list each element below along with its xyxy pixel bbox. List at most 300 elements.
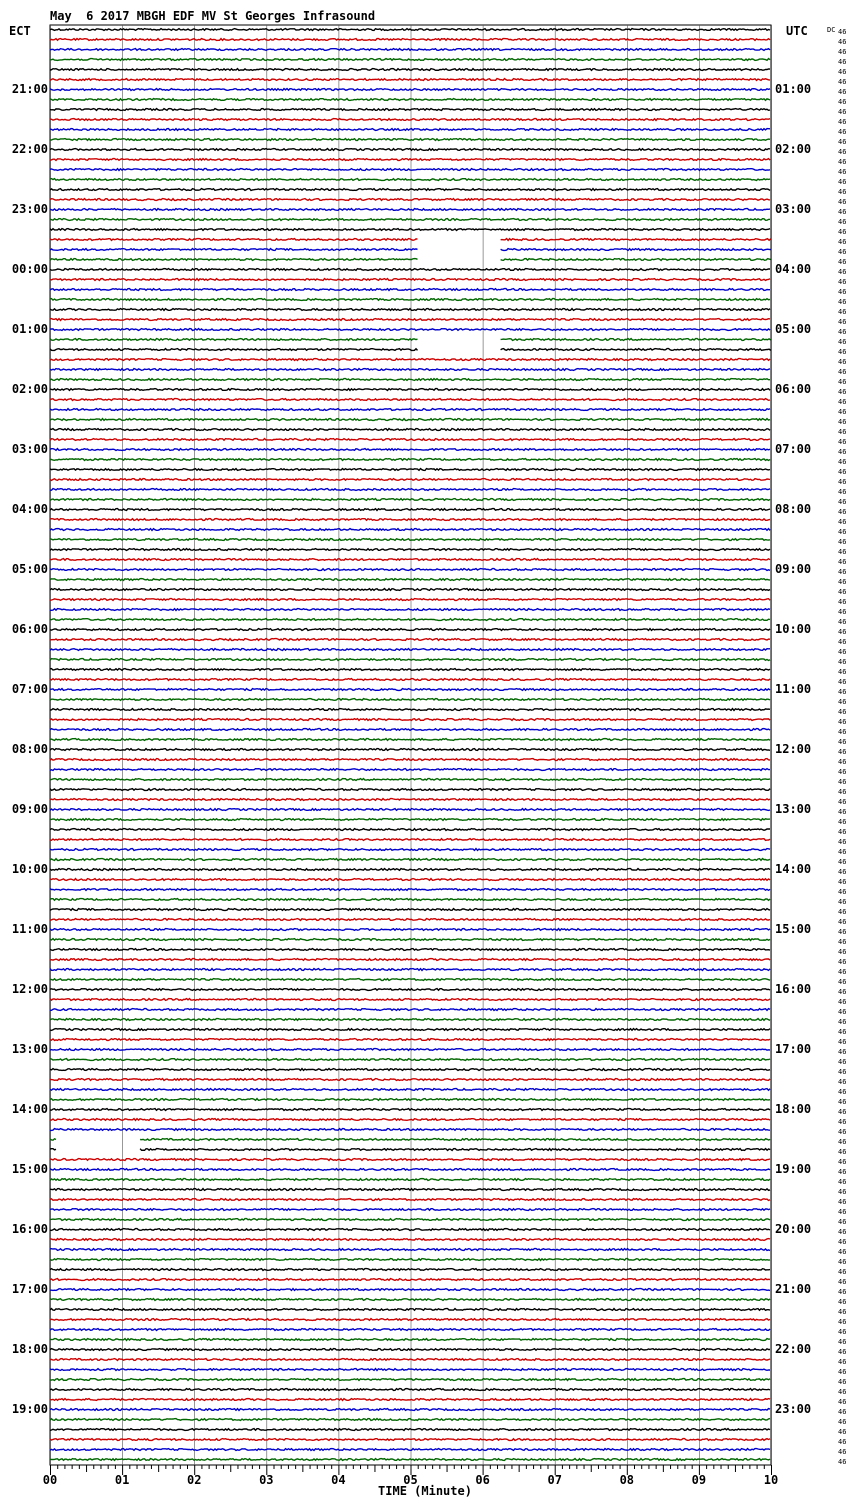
- dc-value-label: 46: [838, 518, 847, 526]
- trace-line: [50, 449, 770, 451]
- trace-line: [50, 1279, 770, 1281]
- trace-line: [50, 559, 770, 561]
- dc-value-label: 46: [838, 738, 847, 746]
- dc-value-label: 46: [838, 758, 847, 766]
- ect-hour-label: 05:00: [11, 562, 48, 576]
- dc-value-label: 46: [838, 1398, 847, 1406]
- dc-value-label: 46: [838, 108, 847, 116]
- ect-hour-label: 04:00: [11, 502, 48, 516]
- trace-line: [50, 919, 770, 921]
- dc-value-label: 46: [838, 408, 847, 416]
- trace-line: [50, 539, 770, 541]
- dc-value-label: 46: [838, 928, 847, 936]
- trace-line: [50, 699, 770, 701]
- ect-hour-label: 13:00: [11, 1042, 48, 1056]
- trace-line: [50, 309, 770, 311]
- dc-value-label: 46: [838, 508, 847, 516]
- dc-value-label: 46: [838, 1138, 847, 1146]
- trace-line: [50, 319, 770, 321]
- dc-value-label: 46: [838, 608, 847, 616]
- trace-line: [50, 1149, 56, 1150]
- dc-value-label: 46: [838, 648, 847, 656]
- chart-title: May 6 2017 MBGH EDF MV St Georges Infrasound: [50, 9, 376, 23]
- dc-value-label: 46: [838, 308, 847, 316]
- dc-value-label: 46: [838, 638, 847, 646]
- dc-value-label: 46: [838, 998, 847, 1006]
- dc-value-label: 46: [838, 208, 847, 216]
- trace-line: [501, 339, 771, 341]
- dc-value-label: 46: [838, 918, 847, 926]
- trace-line: [50, 369, 770, 371]
- trace-line: [50, 509, 770, 511]
- ect-hour-label: 07:00: [11, 682, 48, 696]
- trace-line: [50, 359, 770, 361]
- dc-value-label: 46: [838, 1028, 847, 1036]
- utc-hour-label: 09:00: [775, 562, 812, 576]
- dc-value-label: 46: [838, 858, 847, 866]
- trace-line: [50, 719, 770, 721]
- right-timezone-label: UTC: [786, 24, 808, 38]
- dc-value-label: 46: [838, 788, 847, 796]
- dc-value-label: 46: [838, 1408, 847, 1416]
- dc-value-label: 46: [838, 1358, 847, 1366]
- trace-line: [50, 619, 770, 621]
- utc-hour-label: 04:00: [775, 262, 812, 276]
- dc-value-label: 46: [838, 198, 847, 206]
- trace-line: [50, 129, 770, 131]
- dc-value-label: 46: [838, 188, 847, 196]
- trace-line: [50, 1459, 770, 1461]
- utc-hour-label: 06:00: [775, 382, 812, 396]
- dc-value-label: 46: [838, 968, 847, 976]
- dc-value-label: 46: [838, 1368, 847, 1376]
- dc-value-label: 46: [838, 428, 847, 436]
- utc-hour-label: 05:00: [775, 322, 812, 336]
- dc-value-label: 46: [838, 378, 847, 386]
- dc-value-label: 46: [838, 1108, 847, 1116]
- trace-line: [50, 1119, 770, 1121]
- trace-line: [50, 529, 770, 531]
- trace-line: [50, 1339, 770, 1341]
- dc-value-label: 46: [838, 1448, 847, 1456]
- trace-line: [50, 1059, 770, 1061]
- trace-line: [50, 209, 770, 211]
- trace-line: [50, 409, 770, 411]
- trace-line: [50, 579, 770, 581]
- dc-value-label: 46: [838, 1458, 847, 1466]
- trace-line: [50, 489, 770, 491]
- trace-line: [501, 259, 771, 261]
- trace-line: [501, 249, 771, 251]
- trace-line: [50, 809, 770, 811]
- dc-value-label: 46: [838, 418, 847, 426]
- x-tick-label: 09: [691, 1473, 707, 1487]
- trace-line: [50, 849, 770, 851]
- dc-value-label: 46: [838, 778, 847, 786]
- ect-hour-label: 12:00: [11, 982, 48, 996]
- x-tick-label: 04: [331, 1473, 346, 1487]
- trace-line: [50, 1439, 770, 1441]
- dc-value-label: 46: [838, 1208, 847, 1216]
- trace-line: [140, 1149, 770, 1151]
- dc-value-label: 46: [838, 528, 847, 536]
- dc-value-label: 46: [838, 1268, 847, 1276]
- trace-line: [50, 669, 770, 671]
- dc-value-label: 46: [838, 1068, 847, 1076]
- ect-hour-label: 18:00: [11, 1342, 48, 1356]
- trace-line: [50, 299, 770, 301]
- utc-hour-label: 01:00: [775, 82, 812, 96]
- trace-line: [50, 999, 770, 1001]
- trace-line: [50, 1399, 770, 1401]
- trace-line: [50, 589, 770, 591]
- dc-value-label: 46: [838, 1008, 847, 1016]
- dc-value-label: 46: [838, 1098, 847, 1106]
- dc-value-label: 46: [838, 1308, 847, 1316]
- dc-value-label: 46: [838, 368, 847, 376]
- dc-value-label: 46: [838, 598, 847, 606]
- trace-line: [50, 469, 770, 471]
- x-tick-label: 06: [475, 1473, 490, 1487]
- dc-value-label: 46: [838, 388, 847, 396]
- dc-value-label: 46: [838, 1338, 847, 1346]
- utc-hour-label: 14:00: [775, 862, 812, 876]
- x-tick-label: 01: [114, 1473, 130, 1487]
- dc-value-label: 46: [838, 768, 847, 776]
- trace-line: [50, 789, 770, 791]
- dc-value-label: 46: [838, 178, 847, 186]
- utc-hour-label: 02:00: [775, 142, 812, 156]
- dc-value-label: 46: [838, 818, 847, 826]
- trace-line: [50, 1199, 770, 1201]
- dc-value-label: 46: [838, 1238, 847, 1246]
- ect-hour-label: 17:00: [11, 1282, 48, 1296]
- trace-line: [50, 1209, 770, 1211]
- utc-hour-label: 19:00: [775, 1162, 812, 1176]
- trace-line: [50, 889, 770, 891]
- dc-value-label: 46: [838, 478, 847, 486]
- dc-value-label: 46: [838, 58, 847, 66]
- dc-value-label: 46: [838, 1058, 847, 1066]
- dc-value-label: 46: [838, 488, 847, 496]
- dc-value-label: 46: [838, 538, 847, 546]
- utc-hour-label: 22:00: [775, 1342, 812, 1356]
- utc-hour-label: 23:00: [775, 1402, 812, 1416]
- dc-value-label: 46: [838, 468, 847, 476]
- trace-line: [50, 1379, 770, 1381]
- trace-line: [50, 1299, 770, 1301]
- trace-line: [50, 709, 770, 711]
- dc-value-label: 46: [838, 618, 847, 626]
- trace-line: [50, 1129, 770, 1131]
- dc-value-label: 46: [838, 1048, 847, 1056]
- dc-value-label: 46: [838, 808, 847, 816]
- dc-value-label: 46: [838, 128, 847, 136]
- trace-line: [50, 1249, 770, 1251]
- dc-value-label: 46: [838, 1278, 847, 1286]
- trace-line: [50, 949, 770, 951]
- trace-line: [50, 1259, 770, 1261]
- trace-line: [50, 439, 770, 441]
- ect-hour-label: 14:00: [11, 1102, 48, 1116]
- dc-value-label: 46: [838, 1038, 847, 1046]
- dc-value-label: 46: [838, 1178, 847, 1186]
- ect-hour-label: 11:00: [11, 922, 48, 936]
- trace-line: [50, 839, 770, 841]
- trace-line: [50, 1159, 770, 1161]
- trace-line: [50, 519, 770, 521]
- dc-value-label: 46: [838, 978, 847, 986]
- dc-value-label: 46: [838, 1438, 847, 1446]
- utc-hour-label: 17:00: [775, 1042, 812, 1056]
- trace-line: [50, 879, 770, 881]
- trace-line: [50, 1319, 770, 1321]
- dc-value-label: 46: [838, 1188, 847, 1196]
- dc-value-label: 46: [838, 848, 847, 856]
- trace-line: [50, 139, 770, 141]
- dc-value-label: 46: [838, 1378, 847, 1386]
- dc-value-label: 46: [838, 958, 847, 966]
- dc-value-label: 46: [838, 1418, 847, 1426]
- dc-value-label: 46: [838, 728, 847, 736]
- ect-hour-label: 09:00: [11, 802, 48, 816]
- trace-line: [50, 119, 770, 121]
- dc-value-label: 46: [838, 1318, 847, 1326]
- x-tick-label: 00: [42, 1473, 58, 1487]
- ect-hour-label: 02:00: [11, 382, 48, 396]
- dc-value-label: 46: [838, 38, 847, 46]
- utc-hour-label: 07:00: [775, 442, 812, 456]
- dc-value-label: 46: [838, 248, 847, 256]
- dc-value-label: 46: [838, 1328, 847, 1336]
- trace-line: [50, 599, 770, 601]
- dc-value-label: 46: [838, 1128, 847, 1136]
- trace-line: [50, 779, 770, 781]
- utc-hour-label: 18:00: [775, 1102, 812, 1116]
- dc-value-label: 46: [838, 348, 847, 356]
- dc-value-label: 46: [838, 1118, 847, 1126]
- dc-value-label: 46: [838, 88, 847, 96]
- trace-line: [50, 729, 770, 731]
- trace-line: [50, 159, 770, 161]
- trace-line: [50, 909, 770, 911]
- trace-line: [50, 1019, 770, 1021]
- dc-value-label: 46: [838, 938, 847, 946]
- trace-line: [50, 429, 770, 431]
- trace-line: [50, 1289, 770, 1291]
- trace-line: [50, 29, 770, 31]
- trace-line: [50, 549, 770, 551]
- trace-line: [50, 1179, 770, 1181]
- dc-value-label: 46: [838, 1218, 847, 1226]
- dc-value-label: 46: [838, 888, 847, 896]
- utc-hour-label: 15:00: [775, 922, 812, 936]
- dc-value-label: 46: [838, 868, 847, 876]
- trace-line: [50, 69, 770, 71]
- dc-value-label: 46: [838, 1018, 847, 1026]
- dc-value-label: 46: [838, 78, 847, 86]
- dc-value-label: 46: [838, 448, 847, 456]
- trace-line: [50, 689, 770, 691]
- trace-line: [50, 249, 418, 251]
- x-tick-label: 07: [547, 1473, 562, 1487]
- x-tick-label: 10: [763, 1473, 779, 1487]
- trace-line: [50, 1049, 770, 1051]
- x-tick-label: 02: [186, 1473, 202, 1487]
- dc-value-label: 46: [838, 908, 847, 916]
- utc-hour-label: 11:00: [775, 682, 812, 696]
- trace-line: [50, 989, 770, 991]
- dc-value-label: 46: [838, 878, 847, 886]
- trace-line: [50, 1369, 770, 1371]
- trace-line: [50, 99, 770, 101]
- trace-line: [50, 1389, 770, 1391]
- x-tick-label: 03: [259, 1473, 274, 1487]
- trace-line: [50, 659, 770, 661]
- dc-header-label: DC: [827, 26, 836, 34]
- trace-line: [50, 1269, 770, 1271]
- trace-line: [50, 639, 770, 641]
- trace-line: [50, 1009, 770, 1011]
- trace-line: [50, 1349, 770, 1351]
- trace-line: [50, 1359, 770, 1361]
- trace-line: [50, 1449, 770, 1451]
- ect-hour-label: 10:00: [11, 862, 48, 876]
- trace-line: [50, 389, 770, 391]
- trace-line: [50, 149, 770, 151]
- trace-line: [50, 59, 770, 61]
- trace-line: [50, 279, 770, 281]
- trace-line: [50, 1169, 770, 1171]
- trace-line: [50, 1429, 770, 1431]
- dc-value-label: 46: [838, 168, 847, 176]
- trace-line: [50, 109, 770, 111]
- ect-hour-label: 16:00: [11, 1222, 48, 1236]
- trace-line: [50, 609, 770, 611]
- ect-hour-label: 01:00: [11, 322, 48, 336]
- dc-value-label: 46: [838, 1168, 847, 1176]
- plot-frame: [50, 25, 771, 1465]
- trace-line: [50, 189, 770, 191]
- trace-line: [50, 379, 770, 381]
- trace-line: [50, 929, 770, 931]
- trace-line: [50, 749, 770, 751]
- dc-value-label: 46: [838, 28, 847, 36]
- utc-hour-label: 16:00: [775, 982, 812, 996]
- trace-line: [50, 869, 770, 871]
- dc-value-label: 46: [838, 68, 847, 76]
- dc-value-label: 46: [838, 458, 847, 466]
- trace-line: [50, 629, 770, 631]
- dc-value-label: 46: [838, 1198, 847, 1206]
- trace-line: [50, 399, 770, 401]
- dc-value-label: 46: [838, 948, 847, 956]
- dc-value-label: 46: [838, 558, 847, 566]
- dc-value-label: 46: [838, 988, 847, 996]
- dc-value-label: 46: [838, 718, 847, 726]
- dc-value-label: 46: [838, 288, 847, 296]
- utc-hour-label: 10:00: [775, 622, 812, 636]
- dc-value-label: 46: [838, 1148, 847, 1156]
- trace-line: [50, 859, 770, 861]
- trace-line: [50, 1029, 770, 1031]
- trace-line: [50, 1039, 770, 1041]
- dc-value-label: 46: [838, 218, 847, 226]
- dc-value-label: 46: [838, 688, 847, 696]
- dc-value-label: 46: [838, 588, 847, 596]
- trace-line: [50, 939, 770, 941]
- trace-line: [501, 349, 771, 351]
- trace-line: [50, 419, 770, 421]
- trace-line: [50, 229, 770, 231]
- trace-line: [50, 649, 770, 651]
- trace-line: [50, 1069, 770, 1071]
- trace-line: [140, 1139, 770, 1141]
- dc-value-label: 46: [838, 268, 847, 276]
- trace-line: [50, 79, 770, 81]
- trace-line: [50, 829, 770, 831]
- utc-hour-label: 21:00: [775, 1282, 812, 1296]
- dc-value-label: 46: [838, 1388, 847, 1396]
- trace-line: [50, 969, 770, 971]
- trace-line: [50, 49, 770, 51]
- x-axis-title: TIME (Minute): [378, 1484, 472, 1498]
- trace-line: [50, 819, 770, 821]
- trace-line: [50, 1109, 770, 1111]
- x-tick-label: 08: [619, 1473, 635, 1487]
- dc-value-label: 46: [838, 748, 847, 756]
- trace-line: [50, 759, 770, 761]
- trace-line: [50, 339, 418, 341]
- ect-hour-label: 19:00: [11, 1402, 48, 1416]
- trace-line: [50, 269, 770, 271]
- dc-value-label: 46: [838, 548, 847, 556]
- dc-value-label: 46: [838, 318, 847, 326]
- trace-line: [50, 1329, 770, 1331]
- trace-line: [50, 959, 770, 961]
- trace-line: [50, 1409, 770, 1411]
- trace-line: [50, 479, 770, 481]
- ect-hour-label: 06:00: [11, 622, 48, 636]
- dc-value-label: 46: [838, 438, 847, 446]
- ect-hour-label: 22:00: [11, 142, 48, 156]
- dc-value-label: 46: [838, 1348, 847, 1356]
- dc-value-label: 46: [838, 1298, 847, 1306]
- trace-line: [50, 199, 770, 201]
- trace-line: [50, 1089, 770, 1091]
- dc-value-label: 46: [838, 48, 847, 56]
- trace-line: [50, 289, 770, 291]
- trace-line: [50, 979, 770, 981]
- trace-line: [50, 39, 770, 41]
- trace-line: [50, 349, 418, 351]
- trace-line: [50, 169, 770, 171]
- utc-hour-label: 13:00: [775, 802, 812, 816]
- dc-value-label: 46: [838, 1078, 847, 1086]
- ect-hour-label: 08:00: [11, 742, 48, 756]
- trace-line: [50, 219, 770, 221]
- dc-value-label: 46: [838, 158, 847, 166]
- ect-hour-label: 23:00: [11, 202, 48, 216]
- ect-hour-label: 15:00: [11, 1162, 48, 1176]
- dc-value-label: 46: [838, 278, 847, 286]
- trace-line: [50, 1189, 770, 1191]
- trace-line: [50, 1419, 770, 1421]
- dc-value-label: 46: [838, 148, 847, 156]
- dc-value-label: 46: [838, 328, 847, 336]
- utc-hour-label: 03:00: [775, 202, 812, 216]
- trace-line: [501, 239, 771, 241]
